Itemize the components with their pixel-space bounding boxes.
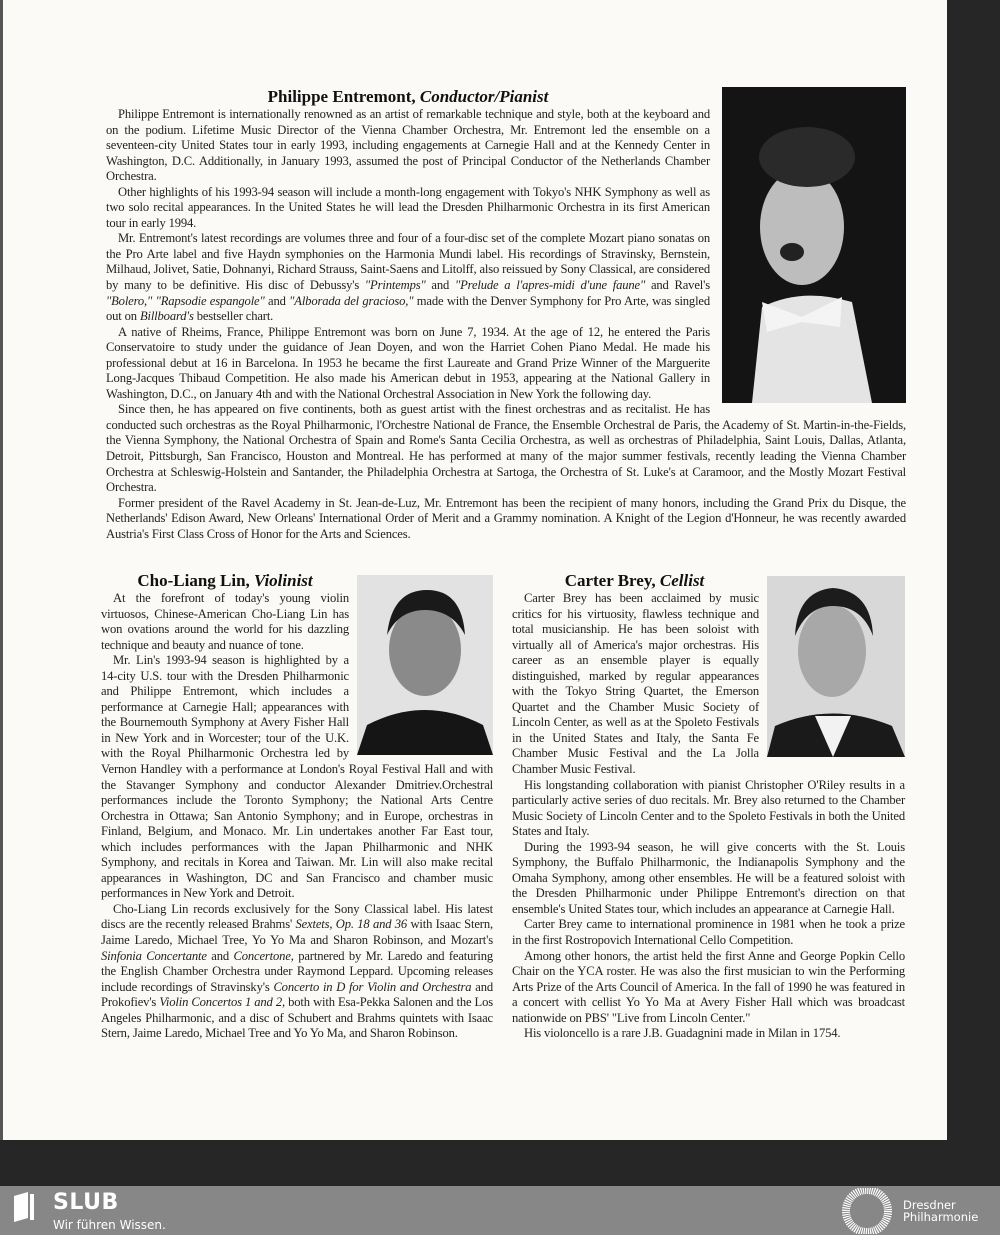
text-run: Carter Brey has been acclaimed by music critics for his virtuosity, flawless technique and total musicianship. He has been soloist with virtually all of America's major orchestras. His career as an ensemble player is equally distinguished, marked by regular appearances with the Tokyo String Quartet, the Emerson Quartet and the Chamber Music Society of Lincoln Center, as well as at the Spoleto Festivals in the United States and Italy, the Santa Fe Chamber Music Festival and the La Jolla Chamber Music Festival. [512,591,759,777]
text-run: During the 1993-94 season, he will give concerts with the St. Louis Symphony, the Buffalo Philharmonic, the Indianapolis Symphony and the Omaha Symphony, among other ensembles. He will be a featured soloist with the Dresden Philharmonic under Philippe Entremont's direction on that ensemble's United States tour, which includes an appearance at Carnegie Hall. [512,839,905,916]
text-run: His violoncello is a rare J.B. Guadagnini made in Milan in 1754. [524,1026,841,1041]
text-run: Cho-Liang Lin records exclusively for the Sony Classical label. His latest discs are the recently released Brahms' [101,901,493,932]
heading-name: Philippe Entremont, [267,87,416,106]
heading-role: Cellist [659,571,705,590]
orchestra-logo-text[interactable] [903,1199,978,1223]
heading-name: Carter Brey, [564,571,656,590]
text-run: Carter Brey came to international prominence in 1981 when he took a prize in the first Rostropovich International Cello Competition. [512,917,905,948]
italic-title: Sextets, Op. 18 and 36 [295,917,408,932]
text-run: Philippe Entremont is internationally renowned as an artist of remarkable technique and style, both at the keyboard and on the podium. Lifetime Music Director of the Vienna Chamber Orchestra, Mr. Entremont led the ensemble on a seventeen-city United States tour in early 1993, including engagements at Carnegie Hall and at the Kennedy Center in Washington, D.C. Additionally, in January 1993, assumed the post of Principal Conductor of the Netherlands Chamber Orchestra. [106,107,710,184]
orchestra-name-line2: Philharmonie [903,1210,979,1224]
orchestra-name-line1: Dresdner [903,1198,956,1212]
text-run: and [264,293,290,308]
book-icon [14,1192,36,1222]
entremont-photo [722,87,906,403]
italic-title: "Bolero," "Rapsodie espangole" [106,293,265,308]
heading-name: Cho-Liang Lin, [137,571,250,590]
paragraph [101,902,493,1042]
text-run: partnered by Mr. Laredo and featuring the English Chamber Orchestra under Raymond Leppard. Upcoming releases include recordings of Stravinsky's [101,948,493,994]
lin-section [101,571,493,1042]
dresdner-philharmonie-logo-icon [842,1188,892,1234]
italic-title: Violin Concertos 1 and 2, [159,995,285,1010]
lin-photo [357,575,493,755]
lin-heading [101,571,351,591]
text-run: made with the Denver Symphony for Pro Arte, was singled out on [106,293,711,324]
paragraph [512,917,905,948]
text-run: Former president of the Ravel Academy in St. Jean-de-Luz, Mr. Entremont has been the recipient of many honors, including the Grand Prix du Disque, the Netherlands' Edison Award, New Orleans' International Order of Merit and a Grammy nomination. A Knight of the Legion d'Honneur, he was recently awarded Austria's First Class Cross of Honor for the Arts and Sciences. [106,495,906,541]
text-run: His longstanding collaboration with pianist Christopher O'Riley results in a particularly active series of duo recitals. Mr. Brey also returned to the Chamber Music Society of Lincoln Center and to the Spoleto Festivals in both the United States and Italy. [512,777,905,839]
text-run: and Ravel's [645,278,710,293]
paragraph [512,949,905,1027]
brey-photo [767,576,905,757]
portrait-image [357,575,493,755]
italic-title: Sinfonia Concertante [101,948,207,963]
entremont-section [106,87,906,542]
italic-title: "Printemps" [364,278,426,293]
text-run: A native of Rheims, France, Philippe Entremont was born on June 7, 1934. At the age of 12, he entered the Paris Conservatoire to study under the guidance of Jean Doyen, and won the Harriet Cohen Piano Medal. He made his professional debut at 16 in Barcelona. In 1953 he became the first Laureate and Grand Prize Winner of the Marguerite Long-Jacques Thibaud Competition. He also made his American debut in 1953, appearing at the National Gallery in Washington, D.C., on January 4th and with the National Orchestral Association in New York the following day. [106,324,710,401]
text-run: Since then, he has appeared on five continents, both as guest artist with the finest orchestras and as recitalist. He has conducted such orchestras as the Royal Philharmonic, l'Orchestre National de France, the Ensemble Orchestral de Paris, the Academy of St. Martin-in-the-Fields, the Vienna Symphony, the National Orchestra of Spain and Rome's Santa Cecilia Orchestra, as well as orchestras of Philadelphia, Saint Louis, Dallas, Atlanta, Detroit, Pittsburgh, San Francisco, Houston and Montreal. He has performed at many of the major summer festivals, recently leading the Vienna Chamber Orchestra at Schleswig-Holstein and Santander, the Philadelphia Orchestra at Sartoga, the Orchestra of St. Luke's at Caramoor, and the Mostly Mozart Festival Orchestra. [106,402,906,495]
portrait-image [767,576,905,757]
italic-title: Concertone, [233,948,294,963]
italic-title: Concerto in D for Violin and Orchestra [273,979,472,994]
text-run: and Prokofiev's [101,979,493,1010]
text-run: both with Esa-Pekka Salonen and the Los Angeles Philharmonic, and a disc of Schubert and Brahms quintets with Isaac Stern, Jaime Laredo, Michael Tree and Yo Yo Ma, and Sharon Robinson. [101,995,493,1041]
text-run: and [425,278,455,293]
paragraph [512,840,905,918]
text-run: Other highlights of his 1993-94 season will include a month-long engagement with Tokyo's NHK Symphony as well as two solo recital appearances. In the United States he will lead the Dresden Philharmonic Orchestra in its first American tour in early 1994. [106,184,710,230]
viewer-footer [0,1186,1000,1235]
text-run: with Isaac Stern, Jaime Laredo, Michael Tree, Yo Yo Ma and Sharon Robinson, and Mozart's [101,917,493,948]
italic-title: "Alborada del gracioso," [289,293,414,308]
text-run: Among other honors, the artist held the first Anne and George Popkin Cello Chair on the YCA roster. He was also the first musician to win the Performing Arts Prize of the Arts Council of America. In the fall of 1990 he was featured in a concert with cellist Yo Yo Ma at Avery Fisher Hall which was broadcast nationwide on PBS' "Live from Lincoln Center." [512,948,905,1025]
paragraph [106,496,906,543]
text-run: bestseller chart. [193,309,274,324]
italic-title: Billboard's [139,309,194,324]
slub-tagline: Wir führen Wissen. [53,1218,166,1232]
text-run: Mr. Lin's 1993-94 season is highlighted by a 14-city U.S. tour with the Dresden Philharmonic and Philippe Entremont, which includes a performance at Carnegie Hall; appearances with the Bournemouth Symphony at Avery Fisher Hall in New York and in Worcester; tour of the U.K. with the Royal Philharmonic Orchestra led by Vernon Handley with a performance at London's Royal Festival Hall and with the Stavanger Symphony and conductor Alexander Dmitriev.Orchestral performances include the Toronto Symphony; the National Arts Centre Orchestra in Ottawa; San Antonio Symphony; and in Europe, orchestras in Finland, Belgium, and Monaco. Mr. Lin undertakes another Far East tour, which includes performances with the Japan Philharmonic and NHK Symphony, and recitals in Korea and Taiwan. Mr. Lin will also make recital appearances in Washington, DC and San Francisco and chamber music performances in New York and Detroit. [101,653,493,901]
paragraph [106,402,906,495]
brey-section [512,571,905,1042]
paragraph [512,1026,905,1042]
heading-role: Conductor/Pianist [419,87,549,106]
brey-heading [512,571,757,591]
entremont-heading [106,87,710,107]
text-run: Mr. Entremont's latest recordings are volumes three and four of a four-disc set of the complete Mozart piano sonatas on the Pro Arte label and five Haydn symphonies on the Harmonia Mundi label. His recordings of Stravinsky, Bernstein, Milhaud, Jolivet, Satie, Dohnanyi, Richard Strauss, Saint-Saens and Litolff, also reissued by Sony Classical, are considered by many to be definitive. His disc of Debussy's [106,231,710,293]
text-run: At the forefront of today's young violin virtuosos, Chinese-American Cho-Liang Lin has won ovations around the world for his dazzling technique and beauty and nuance of tone. [101,591,349,652]
paragraph [512,778,905,840]
heading-role: Violinist [254,571,313,590]
text-run: and [206,948,234,963]
portrait-image [722,87,906,403]
italic-title: "Prelude a l'apres-midi d'une faune" [454,278,646,293]
slub-logo-text[interactable]: SLUB [53,1190,119,1215]
